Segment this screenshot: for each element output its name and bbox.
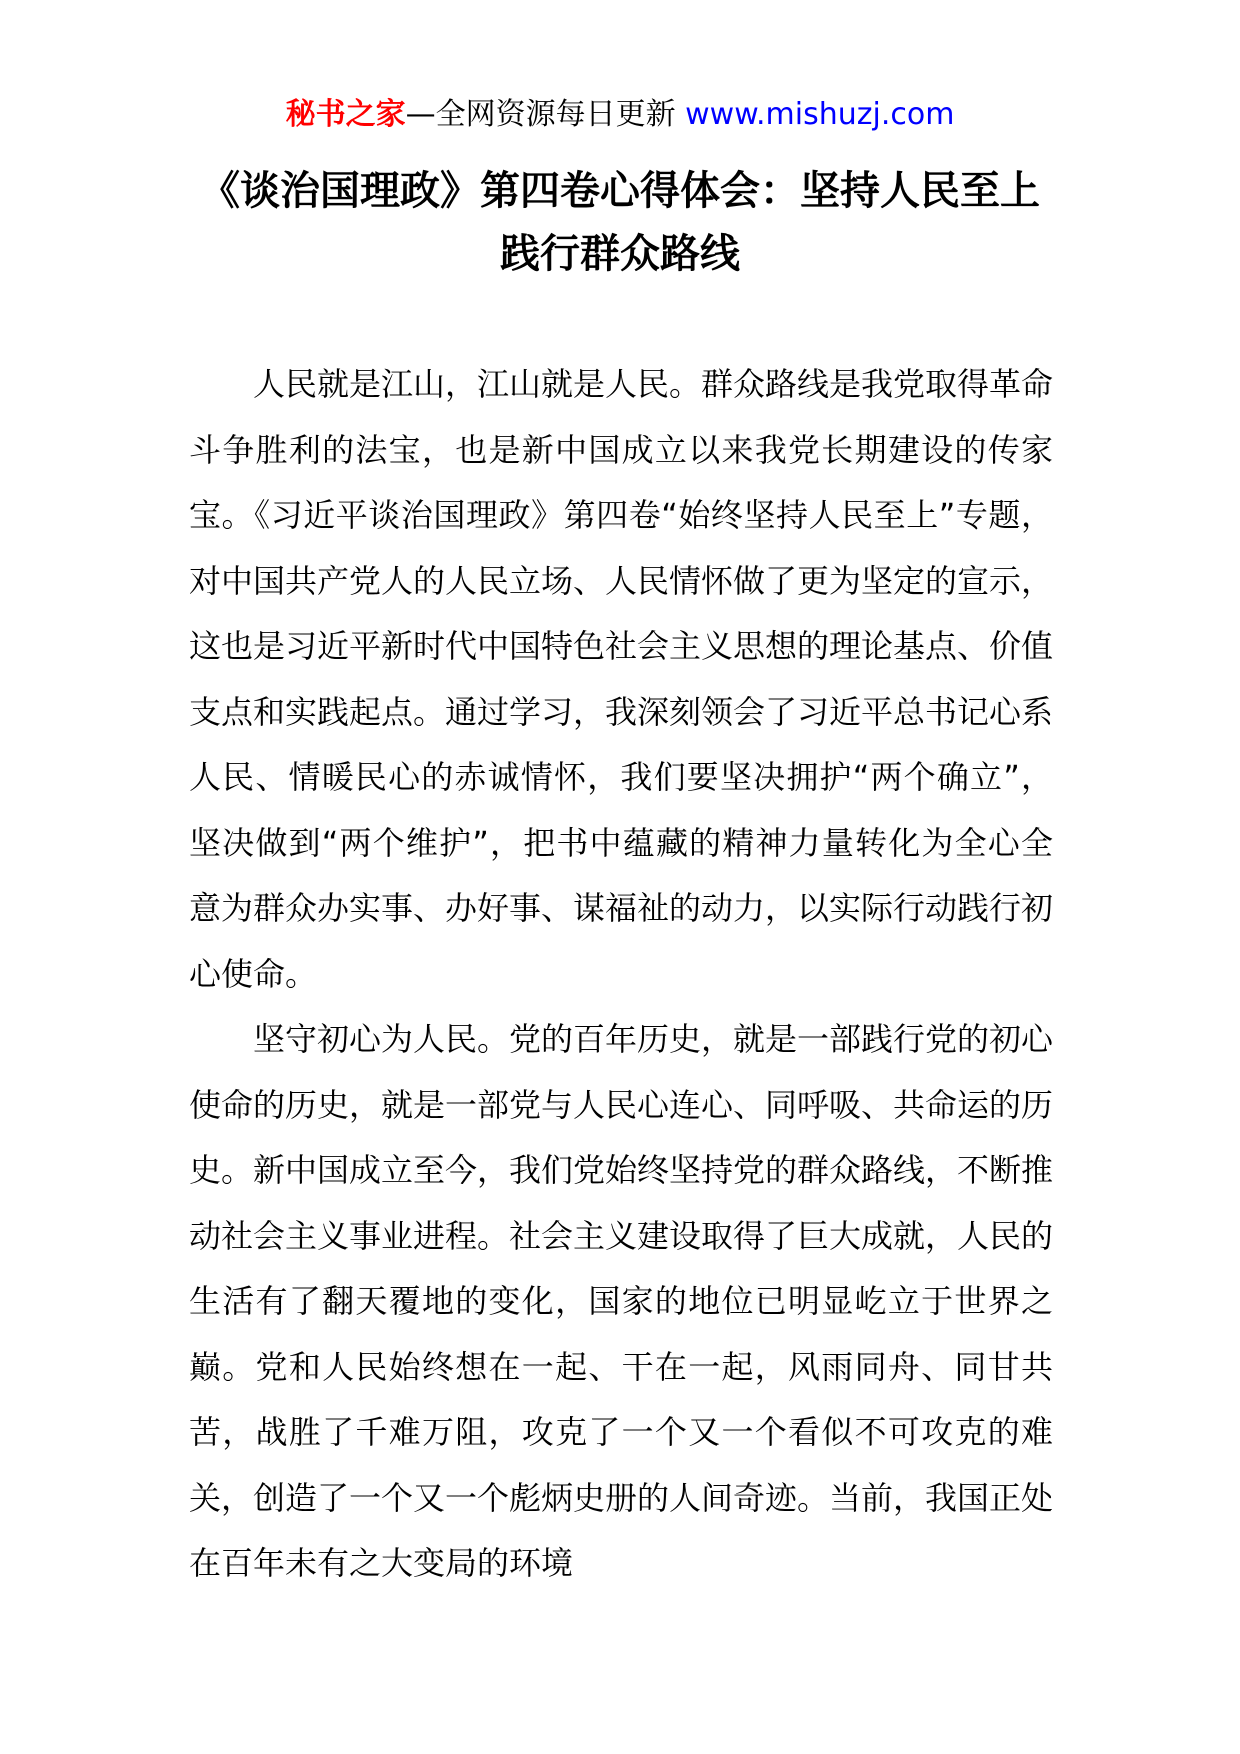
- body-paragraph-1: 人民就是江山，江山就是人民。群众路线是我党取得革命斗争胜利的法宝，也是新中国成立以来我党长期建设的传家宝。《习近平谈治国理政》第四卷“始终坚持人民至上”专题，对中国共产党人的人民立场、人民情怀做了更为坚定的宣示，这也是习近平新时代中国特色社会主义思想的理论基点、价值支点和实践起点。通过学习，我深刻领会了习近平总书记心系人民、情暖民心的赤诚情怀，我们要坚决拥护“两个确立”，坚决做到“两个维护”，把书中蕴藏的精神力量转化为全心全意为群众办实事、办好事、谋福祉的动力，以实际行动践行初心使命。: [189, 365, 1054, 993]
- brand-name: 秘书之家: [285, 97, 406, 132]
- body-paragraph-2: 坚守初心为人民。党的百年历史，就是一部践行党的初心使命的历史，就是一部党与人民心连心、同呼吸、共命运的历史。新中国成立至今，我们党始终坚持党的群众路线，不断推动社会主义事业进程。社会主义建设取得了巨大成就，人民的生活有了翻天覆地的变化，国家的地位已明显屹立于世界之巅。党和人民始终想在一起、干在一起，风雨同舟、同甘共苦，战胜了千难万阻，攻克了一个又一个看似不可攻克的难关，创造了一个又一个彪炳史册的人间奇迹。当前，我国正处在百年未有之大变局的环境: [189, 1020, 1054, 1582]
- site-url-link[interactable]: www.mishuzj.com: [685, 97, 955, 132]
- document-title: 《谈治国理政》第四卷心得体会：坚持人民至上 践行群众路线: [200, 168, 1040, 277]
- document-body: [189, 352, 1053, 1597]
- site-banner: [0, 95, 1240, 135]
- banner-tagline: —全网资源每日更新: [405, 97, 686, 132]
